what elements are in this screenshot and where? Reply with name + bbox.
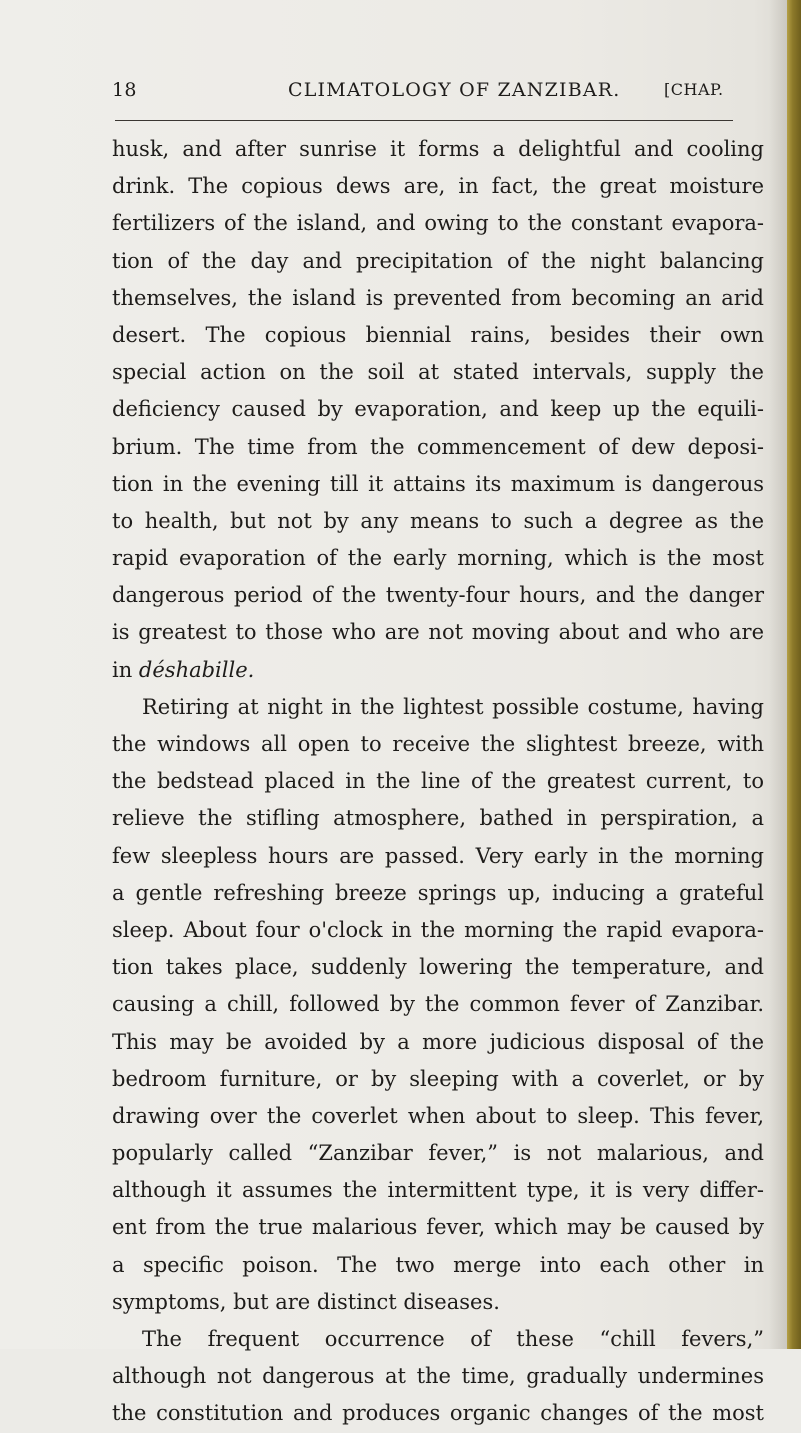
- text-line: deficiency caused by evaporation, and keep up the equili-: [112, 397, 764, 422]
- text-line: the constitution and produces organic changes of the most: [112, 1401, 764, 1426]
- text-line: a gentle refreshing breeze springs up, inducing a grateful: [112, 880, 764, 905]
- text-line-first: Retiring at night in the lightest possible costume, having: [142, 694, 764, 719]
- chapter-mark: [CHAP.: [664, 80, 724, 99]
- running-header: [112, 79, 742, 109]
- text-line: rapid evaporation of the early morning, which is the most: [112, 546, 764, 571]
- page-number: 18: [112, 79, 137, 101]
- text-line: tion in the evening till it attains its maximum is dangerous: [112, 471, 764, 496]
- text-line: bedroom furniture, or by sleeping with a coverlet, or by: [112, 1066, 764, 1091]
- body-text: [112, 131, 764, 1433]
- text-line: although it assumes the intermittent type, it is very differ-: [112, 1178, 764, 1203]
- text-line-first: The frequent occurrence of these “chill fevers,”: [142, 1327, 764, 1351]
- header-rule: [115, 120, 733, 121]
- text-line: although not dangerous at the time, gradually undermines: [112, 1364, 764, 1389]
- text-line: special action on the soil at stated intervals, supply the: [112, 360, 764, 385]
- text-line: the bedstead placed in the line of the greatest current, to: [112, 769, 764, 794]
- running-title: CLIMATOLOGY OF ZANZIBAR.: [288, 79, 621, 101]
- text-line: dangerous period of the twenty-four hours, and the danger: [112, 583, 764, 608]
- text-line: brium. The time from the commencement of dew deposi-: [112, 434, 764, 459]
- text-line: desert. The copious biennial rains, besides their own: [112, 322, 764, 347]
- text-fragment: in: [112, 657, 139, 682]
- text-line: tion takes place, suddenly lowering the temperature, and: [112, 955, 764, 980]
- text-line: popularly called “Zanzibar fever,” is not malarious, and: [112, 1141, 764, 1166]
- binding-shadow: [769, 0, 787, 1349]
- text-line: themselves, the island is prevented from becoming an arid: [112, 285, 764, 310]
- paragraph-3: [112, 1321, 764, 1433]
- text-line: sleep. About four o'clock in the morning the rapid evapora-: [112, 917, 764, 942]
- text-line: is greatest to those who are not moving about and who are: [112, 620, 764, 645]
- text-line: relieve the stifling atmosphere, bathed in perspiration, a: [112, 806, 764, 831]
- text-line: This may be avoided by a more judicious disposal of the: [112, 1029, 764, 1054]
- italic-word: déshabille.: [138, 657, 255, 682]
- text-line: tion of the day and precipitation of the night balancing: [112, 248, 764, 273]
- text-line: causing a chill, followed by the common fever of Zanzibar.: [112, 992, 764, 1017]
- text-line: a specific poison. The two merge into each other in: [112, 1252, 764, 1277]
- text-line: few sleepless hours are passed. Very early in the morning: [112, 843, 764, 868]
- text-line-last: symptoms, but are distinct diseases.: [112, 1289, 500, 1314]
- text-line: the windows all open to receive the slightest breeze, with: [112, 732, 764, 756]
- paragraph-1: [112, 131, 764, 689]
- text-line-last: [112, 652, 764, 689]
- paragraph-2: [112, 689, 764, 1321]
- text-line: to health, but not by any means to such a degree as the: [112, 508, 764, 533]
- book-binding-edge: [787, 0, 801, 1349]
- text-line: fertilizers of the island, and owing to the constant evapora-: [112, 211, 764, 236]
- text-line: drawing over the coverlet when about to sleep. This fever,: [112, 1103, 764, 1128]
- text-line: husk, and after sunrise it forms a delightful and cooling: [112, 137, 764, 161]
- text-line: ent from the true malarious fever, which may be caused by: [112, 1215, 764, 1240]
- text-line: drink. The copious dews are, in fact, the great moisture: [112, 174, 764, 199]
